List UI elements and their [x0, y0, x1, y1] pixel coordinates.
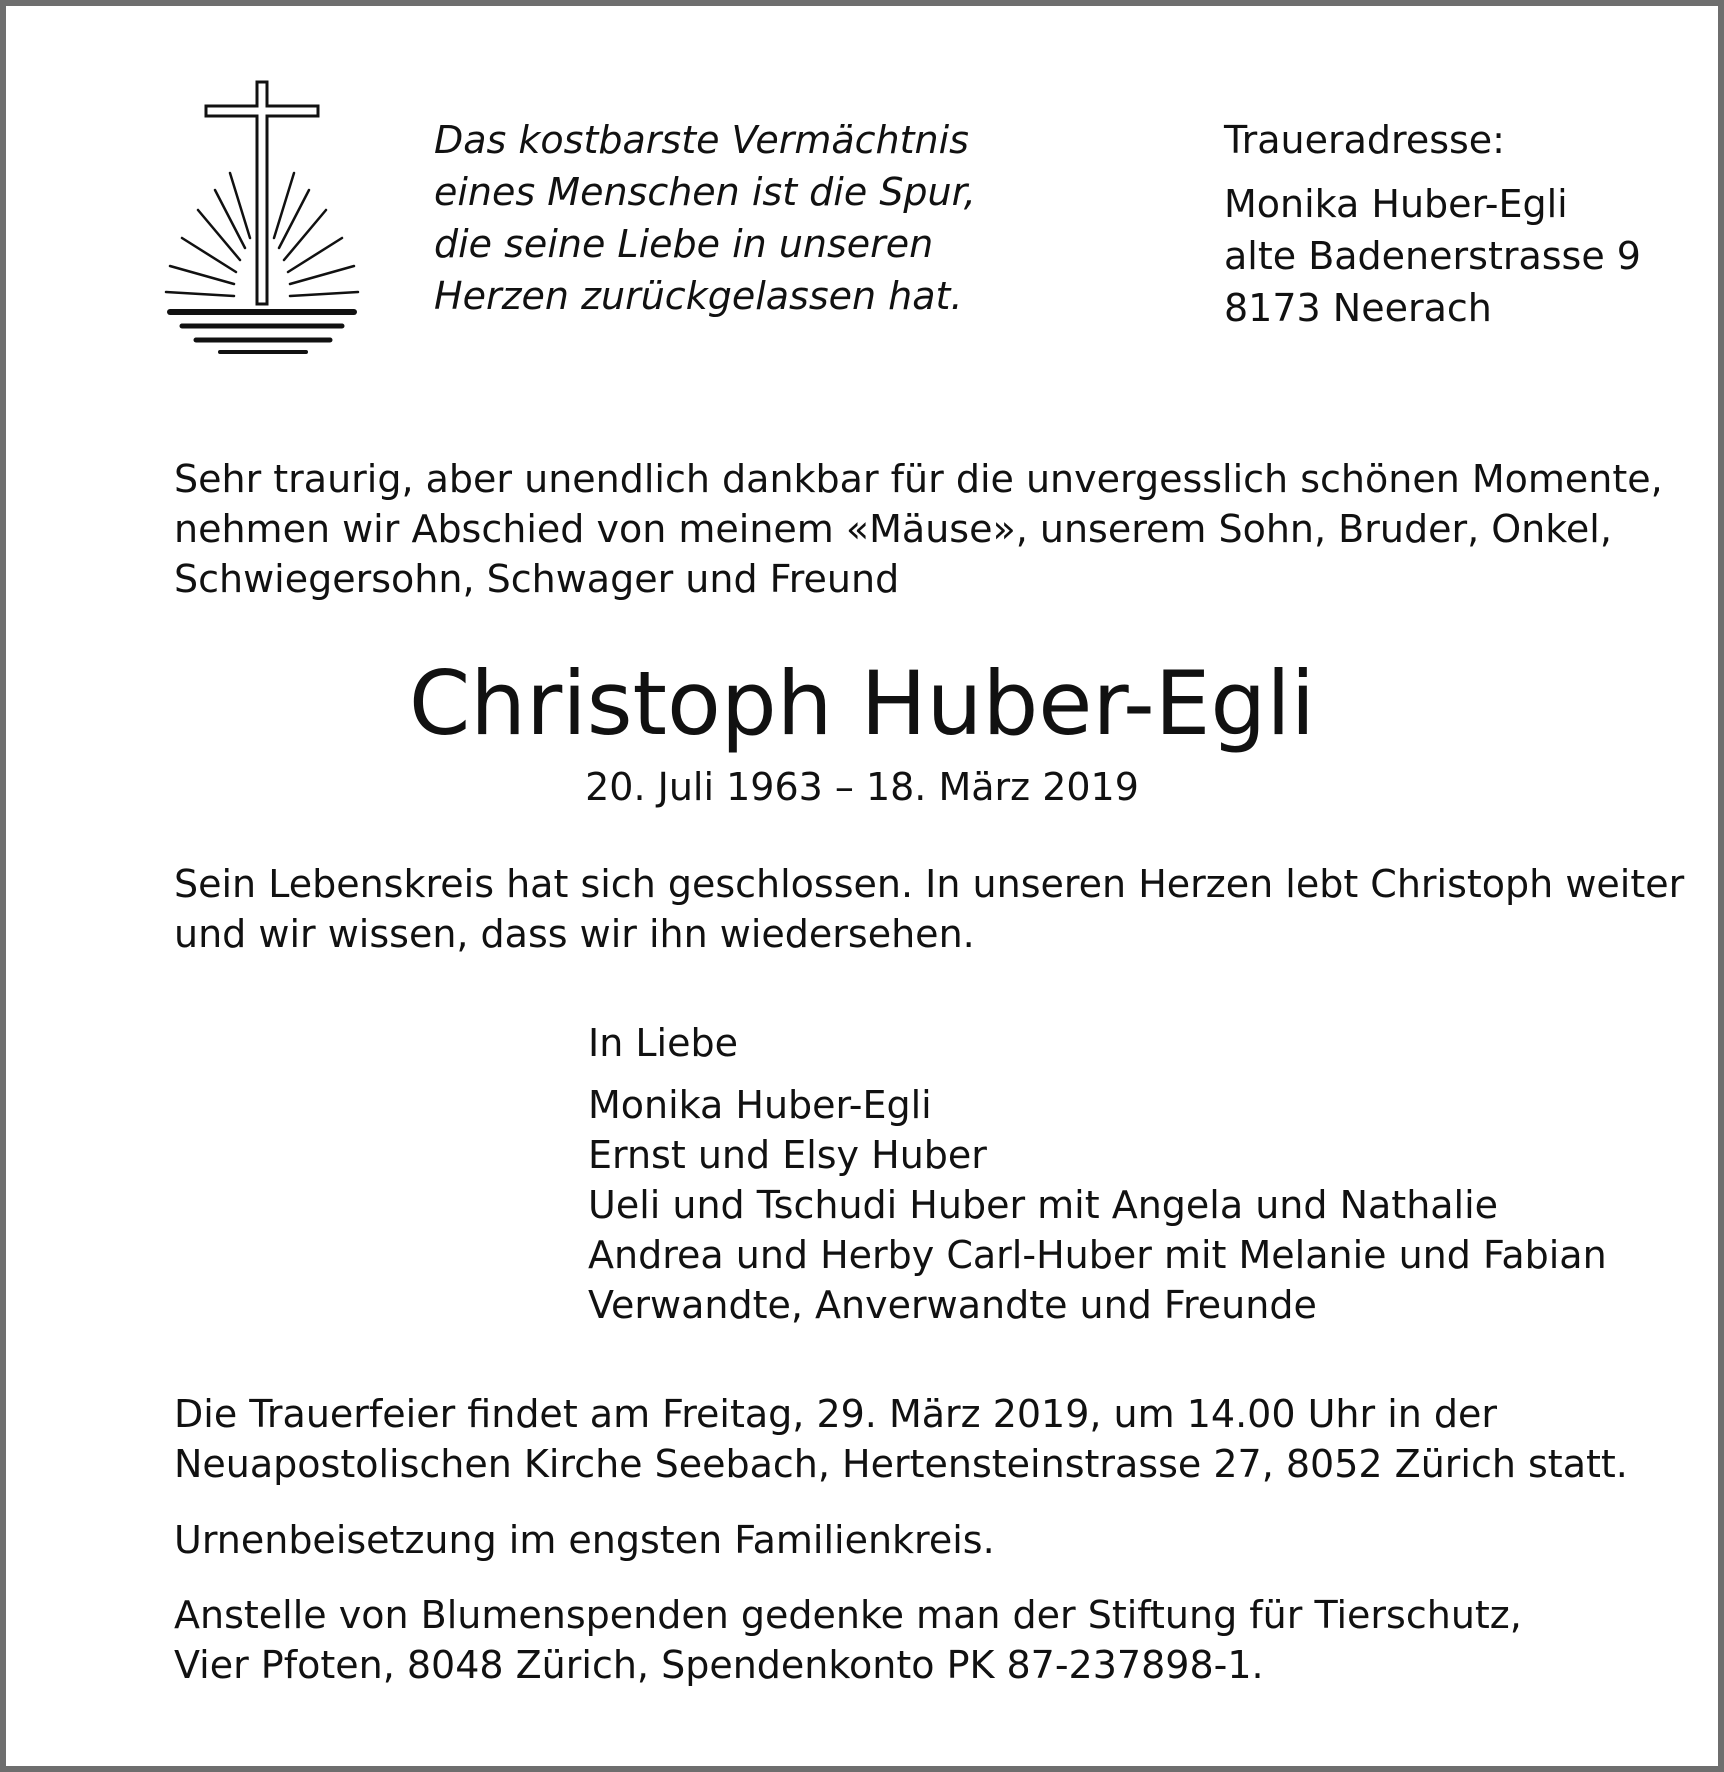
intro-line: nehmen wir Abschied von meinem «Mäuse», unserem Sohn, Bruder, Onkel,: [174, 507, 1612, 551]
life-dates: 20. Juli 1963 – 18. März 2019: [585, 765, 1139, 809]
family-line: Ernst und Elsy Huber: [588, 1133, 987, 1177]
intro-line: Schwiegersohn, Schwager und Freund: [174, 557, 900, 601]
family-signatures: [588, 1018, 1607, 1330]
life-circle-paragraph: [174, 859, 1685, 959]
urn-paragraph: [174, 1515, 1624, 1565]
quote-line: Das kostbarste Vermächtnis: [434, 118, 969, 162]
family-line: Ueli und Tschudi Huber mit Angela und Nathalie: [588, 1183, 1499, 1227]
quote-line: eines Menschen ist die Spur,: [434, 170, 976, 214]
intro-line: Sehr traurig, aber unendlich dankbar für die unvergesslich schönen Momente,: [174, 457, 1663, 501]
circle-line: Sein Lebenskreis hat sich geschlossen. In unseren Herzen lebt Christoph weiter: [174, 862, 1685, 906]
quote-line: die seine Liebe in unseren: [434, 222, 934, 266]
ceremony-line: Die Trauerfeier findet am Freitag, 29. März 2019, um 14.00 Uhr in der: [174, 1392, 1498, 1436]
family-line: Monika Huber-Egli: [588, 1083, 932, 1127]
family-line: Verwandte, Anverwandte und Freunde: [588, 1283, 1317, 1327]
mourning-address: [1224, 114, 1641, 334]
ceremony-paragraph: [174, 1389, 1628, 1489]
address-line: alte Badenerstrasse 9: [1224, 234, 1641, 278]
quote-line: Herzen zurückgelassen hat.: [434, 274, 963, 318]
urn-line: Urnenbeisetzung im engsten Familienkreis.: [174, 1518, 995, 1562]
address-line: Monika Huber-Egli: [1224, 182, 1568, 226]
address-line: 8173 Neerach: [1224, 286, 1492, 330]
circle-line: und wir wissen, dass wir ihn wiedersehen.: [174, 912, 975, 956]
intro-paragraph: [174, 454, 1663, 604]
family-line: Andrea und Herby Carl-Huber mit Melanie und Fabian: [588, 1233, 1607, 1277]
cross-sun-emblem-icon: [160, 78, 370, 358]
deceased-name: Christoph Huber-Egli: [408, 652, 1316, 755]
ceremony-line: Neuapostolischen Kirche Seebach, Hertensteinstrasse 27, 8052 Zürich statt.: [174, 1442, 1628, 1486]
address-heading: Traueradresse:: [1224, 118, 1505, 162]
family-heading: In Liebe: [588, 1021, 738, 1065]
donation-line: Anstelle von Blumenspenden gedenke man der Stiftung für Tierschutz,: [174, 1593, 1522, 1637]
quote-block: [434, 114, 976, 322]
donation-line: Vier Pfoten, 8048 Zürich, Spendenkonto PK 87-237898-1.: [174, 1643, 1264, 1687]
donation-paragraph: [174, 1590, 1624, 1690]
